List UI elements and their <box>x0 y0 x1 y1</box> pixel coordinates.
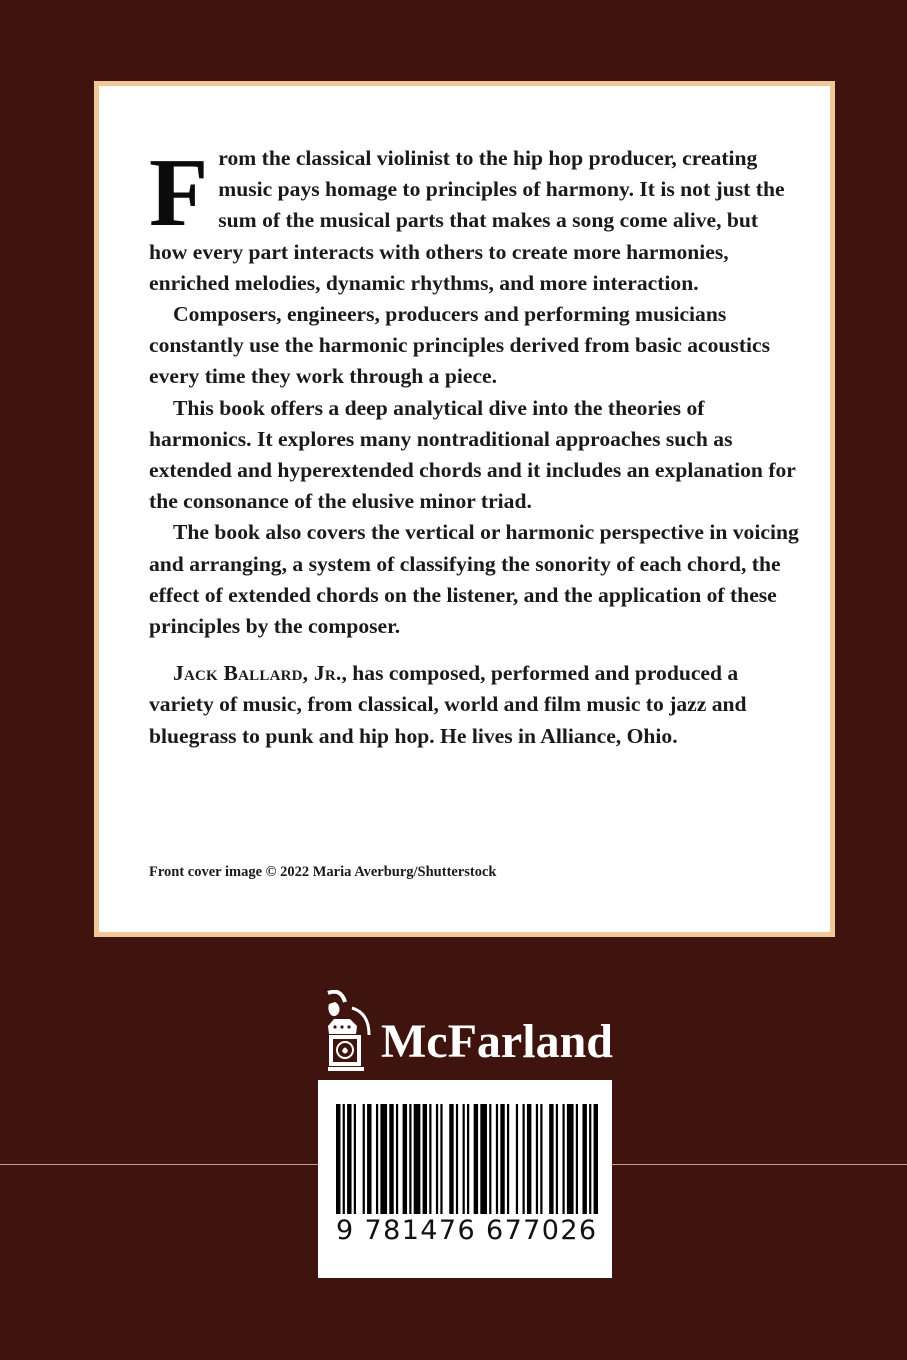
barcode-bar-20 <box>403 1104 407 1214</box>
barcode-bars <box>336 1104 598 1214</box>
barcode-bar-50 <box>500 1104 504 1214</box>
barcode-bar-60 <box>536 1104 538 1214</box>
barcode-bar-2 <box>343 1104 345 1214</box>
barcode-bar-76 <box>589 1104 591 1214</box>
barcode-bar-26 <box>423 1104 427 1214</box>
barcode-bar-38 <box>463 1104 465 1214</box>
barcode-bar-48 <box>496 1104 498 1214</box>
barcode-bar-0 <box>336 1104 340 1214</box>
barcode-bar-14 <box>380 1104 387 1214</box>
barcode-bar-44 <box>480 1104 487 1214</box>
barcode-bar-72 <box>576 1104 578 1214</box>
barcode-bar-58 <box>527 1104 531 1214</box>
barcode-bar-6 <box>354 1104 356 1214</box>
barcode-bar-40 <box>467 1104 469 1214</box>
barcode-bar-68 <box>562 1104 564 1214</box>
blurb-text <box>149 139 799 752</box>
blurb-panel <box>94 81 835 937</box>
paragraph-composers: Composers, engineers, producers and performing musicians constantly use the harmonic principles derived from basic acoustics every time they work through a piece. <box>149 302 770 389</box>
barcode-bar-32 <box>440 1104 442 1214</box>
barcode-bar-12 <box>376 1104 378 1214</box>
author-name: Jack Ballard, Jr. <box>173 661 342 686</box>
barcode-bar-66 <box>556 1104 558 1214</box>
barcode-bar-46 <box>489 1104 491 1214</box>
barcode-bar-74 <box>582 1104 586 1214</box>
cover-image-credit: Front cover image © 2022 Maria Averburg/Shutterstock <box>149 864 497 880</box>
paragraph-book-covers: The book also covers the vertical or harmonic perspective in voicing and arranging, a system of classifying the sonority of each chord, the effect of extended chords on the listener, and the application of these principles by the composer. <box>149 520 799 639</box>
barcode-bar-16 <box>389 1104 393 1214</box>
barcode-bar-18 <box>396 1104 398 1214</box>
barcode <box>318 1080 612 1278</box>
barcode-bar-24 <box>414 1104 421 1214</box>
barcode-bar-52 <box>507 1104 509 1214</box>
paragraph-book-offers: This book offers a deep analytical dive into the theories of harmonics. It explores many nontraditional approaches such as extended and hyperextended chords and it includes an explanation for the consonance of the elusive minor triad. <box>149 395 796 514</box>
lantern-icon <box>321 990 379 1072</box>
barcode-bar-64 <box>549 1104 553 1214</box>
isbn-digits: 9 781476 677026 <box>336 1215 598 1246</box>
barcode-bar-10 <box>367 1104 371 1214</box>
barcode-bar-36 <box>456 1104 458 1214</box>
barcode-bar-22 <box>409 1104 411 1214</box>
intro-text: rom the classical violinist to the hip hop producer, creating music pays homage to principles of harmony. It is not just the sum of the musical parts that makes a song come alive, but how every part interacts with others to create more harmonies, enriched melodies, dynamic rhythms, and more interaction. <box>149 146 785 295</box>
intro-paragraph <box>149 139 799 299</box>
barcode-bar-62 <box>540 1104 542 1214</box>
barcode-bar-4 <box>347 1104 351 1214</box>
author-bio-text: , has composed, performed and produced a variety of music, from classical, world and film music to jazz and bluegrass to punk and hip hop. He lives in Alliance, Ohio. <box>149 661 747 748</box>
barcode-bar-28 <box>429 1104 431 1214</box>
barcode-bar-78 <box>594 1104 598 1214</box>
publisher-name: McFarland <box>381 1015 613 1068</box>
barcode-bar-54 <box>516 1104 518 1214</box>
barcode-bar-8 <box>363 1104 365 1214</box>
author-bio <box>149 658 799 752</box>
barcode-bar-30 <box>436 1104 438 1214</box>
publisher-logo-lockup <box>321 990 611 1072</box>
barcode-bar-56 <box>523 1104 525 1214</box>
barcode-bar-42 <box>474 1104 478 1214</box>
drop-cap: F <box>149 139 209 246</box>
barcode-bar-34 <box>449 1104 453 1214</box>
barcode-bar-70 <box>567 1104 574 1214</box>
